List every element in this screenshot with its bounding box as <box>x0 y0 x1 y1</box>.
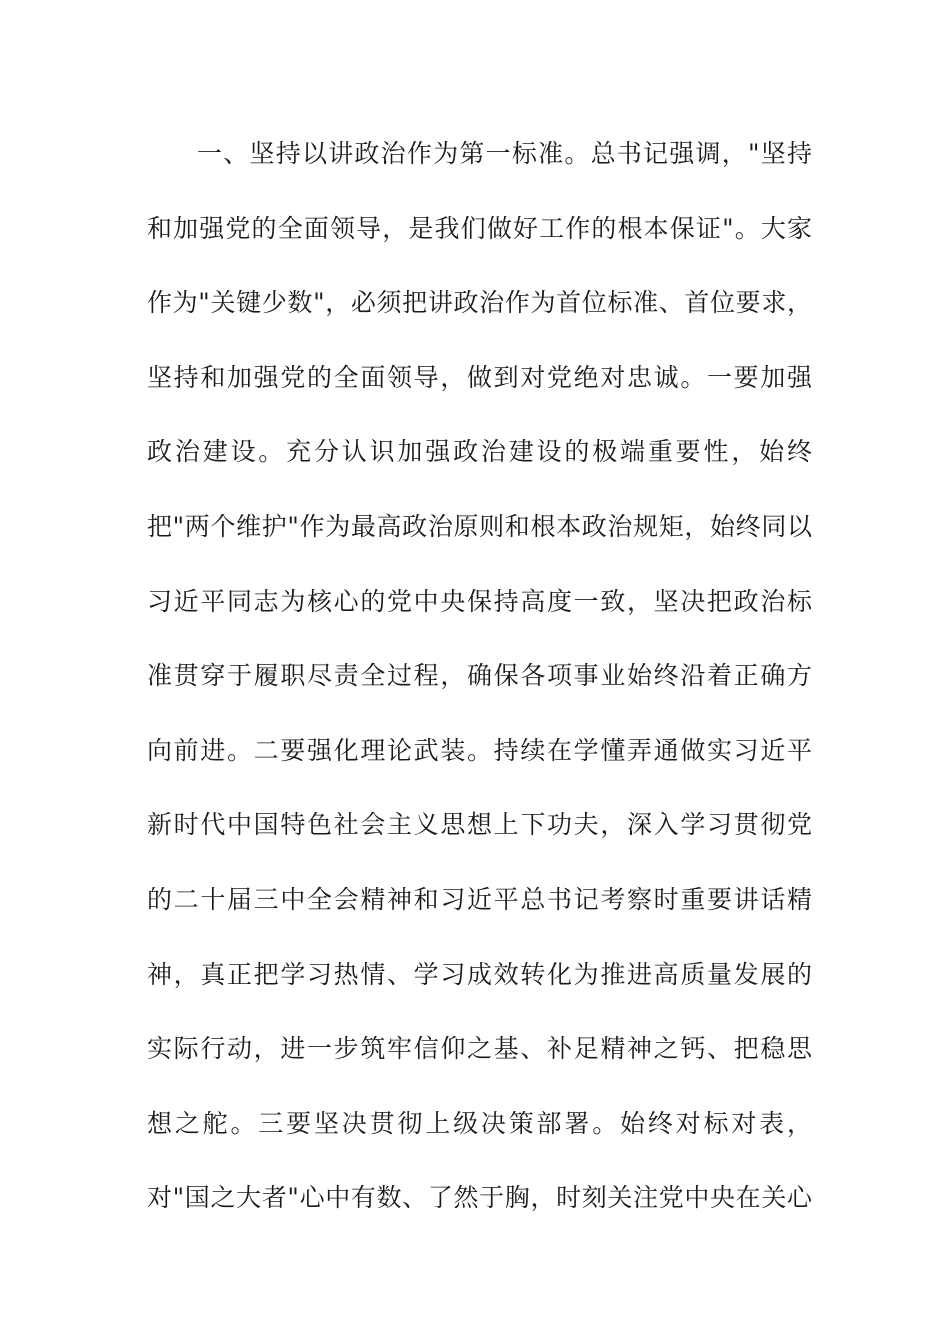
text-line: 政治建设。充分认识加强政治建设的极端重要性，始终 <box>147 437 812 467</box>
text-line: 神，真正把学习热情、学习成效转化为推进高质量发展的 <box>147 959 812 989</box>
text-line: 新时代中国特色社会主义思想上下功夫，深入学习贯彻党 <box>147 810 812 840</box>
text-line: 准贯穿于履职尽责全过程，确保各项事业始终沿着正确方 <box>147 661 812 691</box>
text-line: 对"国之大者"心中有数、了然于胸，时刻关注党中央在关心 <box>147 1183 812 1213</box>
document-body <box>147 126 812 1245</box>
text-line: 习近平同志为核心的党中央保持高度一致，坚决把政治标 <box>147 586 812 616</box>
text-line: 和加强党的全面领导，是我们做好工作的根本保证"。大家 <box>147 213 812 243</box>
text-line: 的二十届三中全会精神和习近平总书记考察时重要讲话精 <box>147 884 812 914</box>
text-line: 一、坚持以讲政治作为第一标准。总书记强调，"坚持 <box>197 139 812 168</box>
text-line: 把"两个维护"作为最高政治原则和根本政治规矩，始终同以 <box>147 511 812 541</box>
text-line: 实际行动，进一步筑牢信仰之基、补足精神之钙、把稳思 <box>147 1034 812 1064</box>
text-line: 想之舵。三要坚决贯彻上级决策部署。始终对标对表， <box>147 1108 812 1138</box>
text-line: 作为"关键少数"，必须把讲政治作为首位标准、首位要求， <box>147 288 812 318</box>
text-line: 坚持和加强党的全面领导，做到对党绝对忠诚。一要加强 <box>147 362 812 392</box>
text-line: 向前进。二要强化理论武装。持续在学懂弄通做实习近平 <box>147 735 812 765</box>
